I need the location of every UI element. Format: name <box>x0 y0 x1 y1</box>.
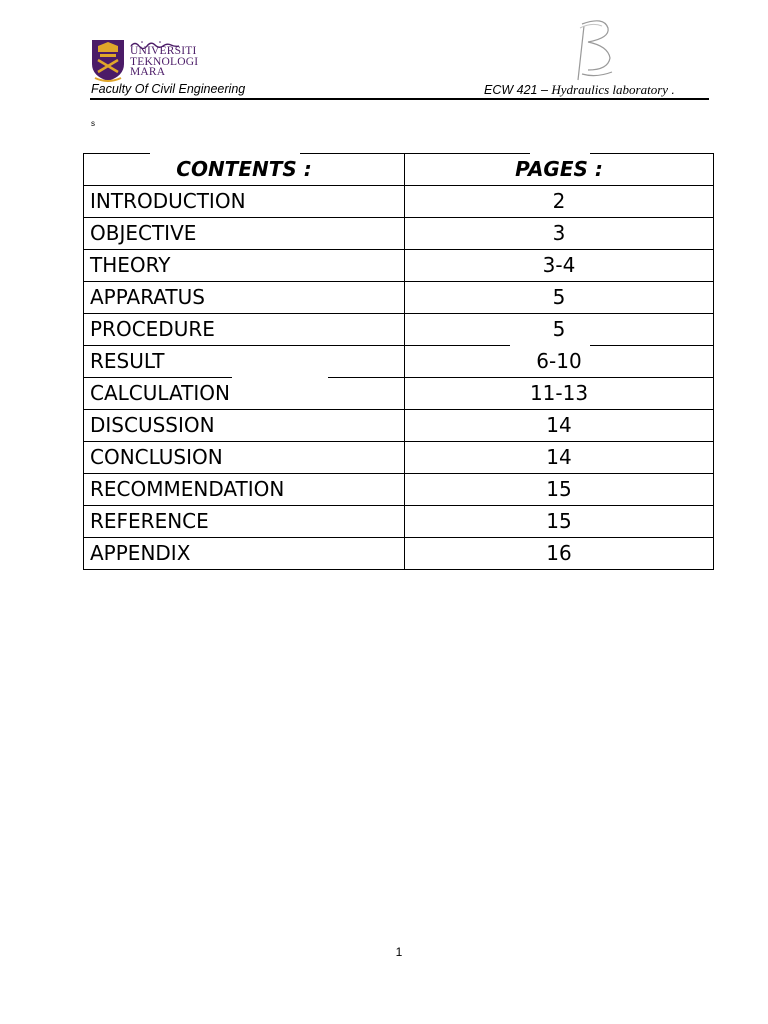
section-name: PROCEDURE <box>84 314 405 346</box>
section-pages: 14 <box>405 410 714 442</box>
uitm-logo <box>90 36 202 84</box>
logo-line-1: UNIVERSITI <box>130 45 197 57</box>
table-row <box>84 378 714 410</box>
section-name: CALCULATION <box>84 378 405 410</box>
table-row <box>84 506 714 538</box>
table-row <box>84 250 714 282</box>
section-pages: 11-13 <box>405 378 714 410</box>
course-title <box>484 82 675 98</box>
course-code: ECW 421 – <box>484 83 552 97</box>
table-of-contents <box>83 153 714 570</box>
section-name: RECOMMENDATION <box>84 474 405 506</box>
border-gap <box>232 377 328 381</box>
table-row <box>84 218 714 250</box>
border-gap <box>510 345 590 349</box>
table-row <box>84 442 714 474</box>
signature-mark <box>562 18 622 84</box>
header-divider <box>90 98 709 100</box>
logo-line-2: TEKNOLOGI <box>130 55 199 68</box>
table-row <box>84 346 714 378</box>
section-pages: 3 <box>405 218 714 250</box>
border-gap <box>530 151 590 155</box>
table-row <box>84 282 714 314</box>
faculty-name: Faculty Of Civil Engineering <box>91 82 246 96</box>
table-row <box>84 314 714 346</box>
section-name: CONCLUSION <box>84 442 405 474</box>
course-suffix: . <box>668 83 675 97</box>
logo-jawi-text <box>130 36 180 45</box>
logo-line-3: MARA <box>130 66 166 78</box>
section-pages: 5 <box>405 282 714 314</box>
course-name: Hydraulics laboratory <box>551 82 669 97</box>
section-name: RESULT <box>84 346 405 378</box>
section-pages: 14 <box>405 442 714 474</box>
section-pages: 16 <box>405 538 714 570</box>
table-row <box>84 474 714 506</box>
section-name: APPENDIX <box>84 538 405 570</box>
toc-header-row <box>84 154 714 186</box>
section-name: APPARATUS <box>84 282 405 314</box>
table-row <box>84 186 714 218</box>
section-pages: 3-4 <box>405 250 714 282</box>
section-pages: 2 <box>405 186 714 218</box>
section-name: THEORY <box>84 250 405 282</box>
section-name: DISCUSSION <box>84 410 405 442</box>
section-pages: 15 <box>405 506 714 538</box>
section-pages: 15 <box>405 474 714 506</box>
crest-icon <box>90 38 126 82</box>
section-pages: 5 <box>405 314 714 346</box>
stray-mark: s <box>91 119 95 128</box>
section-name: OBJECTIVE <box>84 218 405 250</box>
contents-header: CONTENTS : <box>84 154 405 186</box>
border-gap <box>150 151 300 155</box>
table-row <box>84 538 714 570</box>
table-row <box>84 410 714 442</box>
section-pages: 6-10 <box>405 346 714 378</box>
section-name: REFERENCE <box>84 506 405 538</box>
logo-wordmark <box>130 46 198 78</box>
pages-header: PAGES : <box>405 154 714 186</box>
page-number: 1 <box>395 945 403 959</box>
section-name: INTRODUCTION <box>84 186 405 218</box>
